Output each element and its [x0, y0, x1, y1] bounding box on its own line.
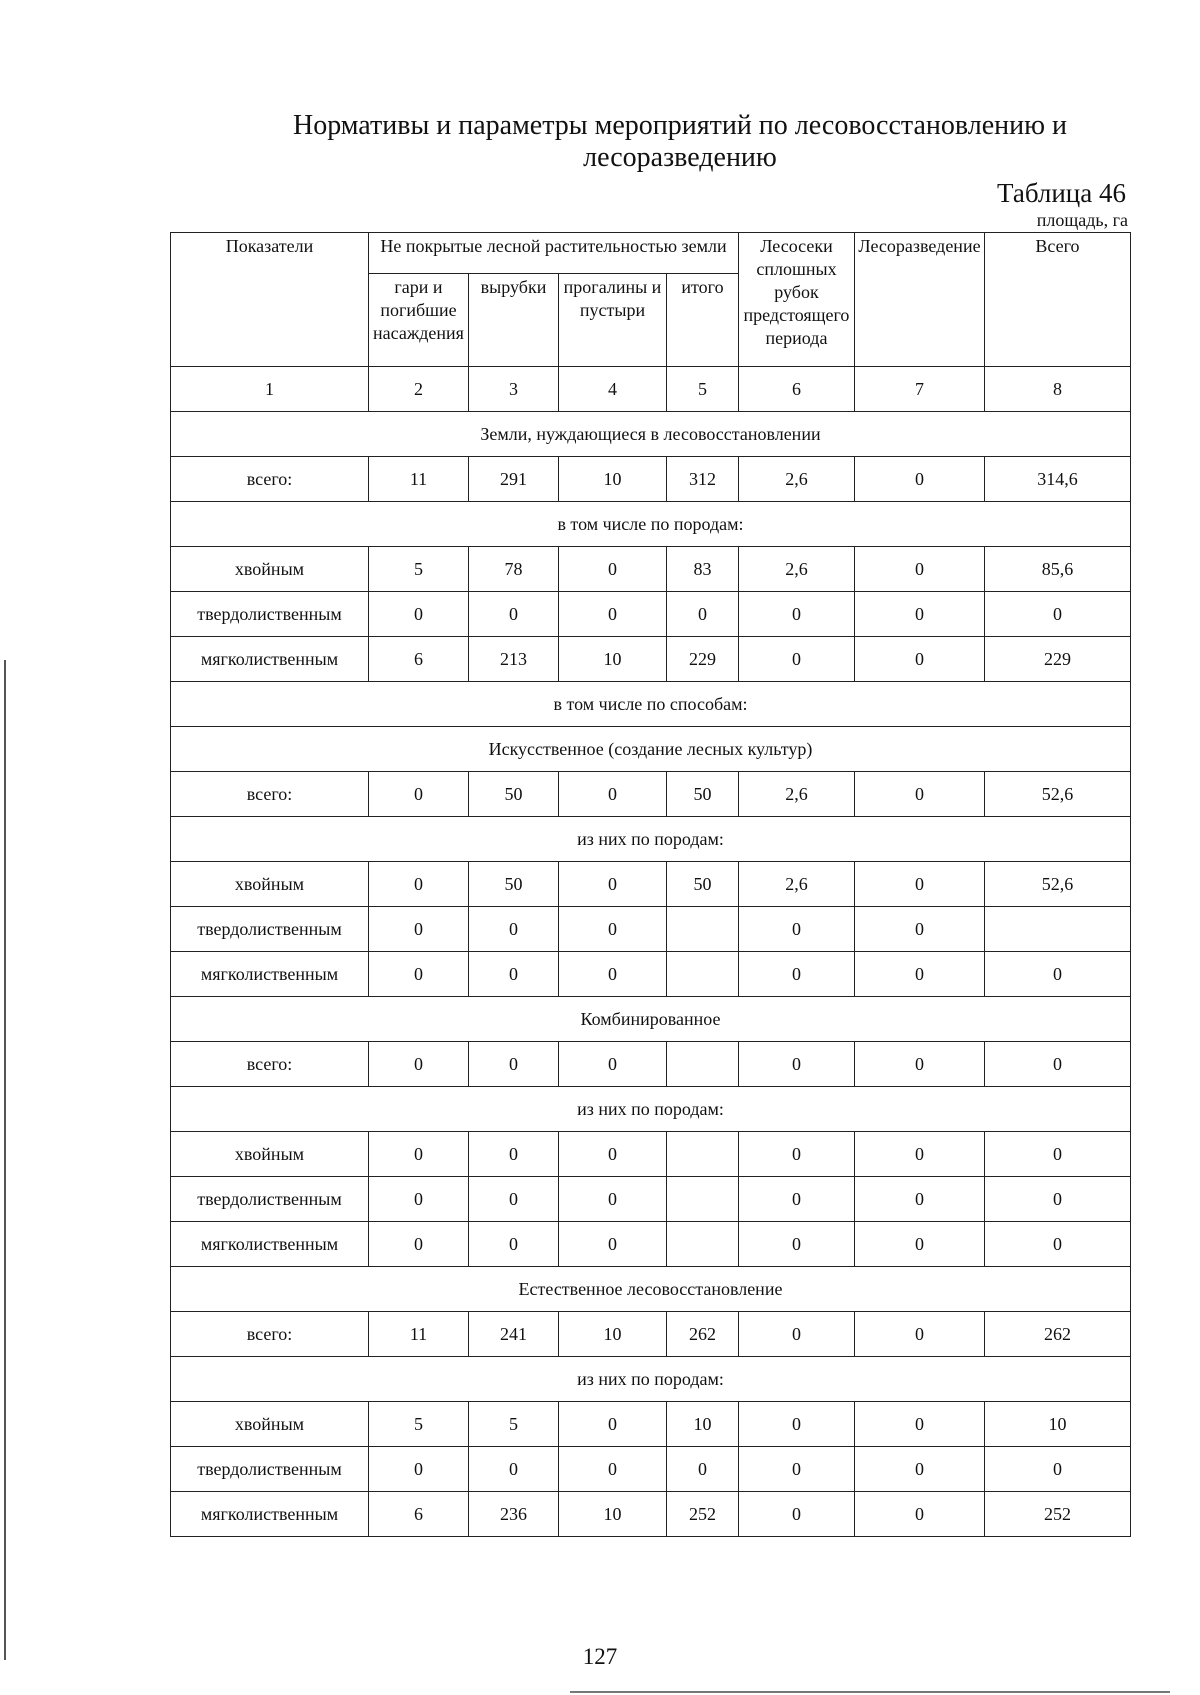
table-cell: 50: [667, 772, 739, 817]
table-cell: 0: [469, 907, 559, 952]
table-cell: 0: [559, 907, 667, 952]
table-cell: 0: [855, 1177, 985, 1222]
header-glades: прогалины и пустыри: [559, 274, 667, 367]
table-cell: 252: [667, 1492, 739, 1537]
table-cell: 0: [369, 1042, 469, 1087]
table-row: [171, 547, 1131, 592]
table-cell: 0: [369, 1132, 469, 1177]
table-cell: 10: [985, 1402, 1131, 1447]
table-row: [171, 1222, 1131, 1267]
caption-row: [171, 1087, 1131, 1132]
table-cell: 312: [667, 457, 739, 502]
column-numbers-row: [171, 367, 1131, 412]
table-row: [171, 1132, 1131, 1177]
table-cell: 0: [559, 1402, 667, 1447]
header-subtotal: итого: [667, 274, 739, 367]
table-cell: 0: [739, 592, 855, 637]
table-cell: 314,6: [985, 457, 1131, 502]
table-cell: 0: [855, 1312, 985, 1357]
sub-caption: из них по породам:: [171, 1087, 1131, 1132]
units-label: площадь, га: [1036, 210, 1128, 230]
table-cell: 0: [667, 592, 739, 637]
row-label: хвойным: [171, 862, 369, 907]
table-cell: 11: [369, 1312, 469, 1357]
column-number: 3: [469, 367, 559, 412]
row-label: мягколиственным: [171, 952, 369, 997]
table-cell: 6: [369, 1492, 469, 1537]
table-cell: 0: [855, 1222, 985, 1267]
table-cell: 0: [985, 1132, 1131, 1177]
header-cutting-areas: Лесосеки сплошных рубок предстоящего периода: [739, 233, 855, 367]
row-label: всего:: [171, 1042, 369, 1087]
table-cell: 0: [667, 1447, 739, 1492]
table-cell: 0: [739, 1312, 855, 1357]
header-burns: гари и погибшие насаждения: [369, 274, 469, 367]
column-number: 7: [855, 367, 985, 412]
table-cell: 0: [469, 1177, 559, 1222]
table-cell: 0: [559, 862, 667, 907]
section-title: Естественное лесовосстановление: [171, 1267, 1131, 1312]
table-cell: 10: [667, 1402, 739, 1447]
table-cell: 6: [369, 637, 469, 682]
table-cell: 213: [469, 637, 559, 682]
table-cell: 50: [667, 862, 739, 907]
table-cell: 0: [985, 592, 1131, 637]
header-total: Всего: [985, 233, 1131, 367]
table-cell: 252: [985, 1492, 1131, 1537]
table-cell: 229: [667, 637, 739, 682]
table-cell: 0: [855, 1402, 985, 1447]
table-cell: 0: [369, 907, 469, 952]
section-title: Комбинированное: [171, 997, 1131, 1042]
table-cell: 85,6: [985, 547, 1131, 592]
column-number: 5: [667, 367, 739, 412]
row-label: хвойным: [171, 1402, 369, 1447]
table-cell: 0: [855, 1447, 985, 1492]
table-cell: 241: [469, 1312, 559, 1357]
table-cell: 0: [855, 952, 985, 997]
table-cell: 0: [855, 1492, 985, 1537]
sub-caption: в том числе по способам:: [171, 682, 1131, 727]
table-cell: 0: [985, 1447, 1131, 1492]
table-row: [171, 1492, 1131, 1537]
table-cell: 5: [369, 1402, 469, 1447]
column-number: 6: [739, 367, 855, 412]
table-cell: 0: [559, 952, 667, 997]
caption-row: [171, 817, 1131, 862]
table-row: [171, 862, 1131, 907]
section-title: Земли, нуждающиеся в лесовосстановлении: [171, 412, 1131, 457]
sub-caption: из них по породам:: [171, 1357, 1131, 1402]
table-cell: 10: [559, 637, 667, 682]
header-indicators: Показатели: [171, 233, 369, 367]
table-cell: 0: [739, 1492, 855, 1537]
column-number: 1: [171, 367, 369, 412]
row-label: мягколиственным: [171, 1222, 369, 1267]
table-cell: [667, 1042, 739, 1087]
row-label: мягколиственным: [171, 1492, 369, 1537]
table-cell: 0: [855, 547, 985, 592]
table-label: Таблица 46: [997, 178, 1126, 208]
header-not-covered: Не покрытые лесной растительностью земли: [369, 233, 739, 274]
table-row: [171, 1402, 1131, 1447]
section-title-row: [171, 1267, 1131, 1312]
column-number: 4: [559, 367, 667, 412]
table-row: [171, 1447, 1131, 1492]
scan-bottom-line: [570, 1691, 1170, 1693]
table-cell: 0: [855, 592, 985, 637]
table-cell: 0: [559, 547, 667, 592]
table-cell: 0: [855, 772, 985, 817]
table-row: [171, 592, 1131, 637]
table-cell: 0: [369, 952, 469, 997]
table-cell: 236: [469, 1492, 559, 1537]
caption-row: [171, 682, 1131, 727]
table-cell: 2,6: [739, 547, 855, 592]
table-cell: 0: [739, 952, 855, 997]
sub-caption: из них по породам:: [171, 817, 1131, 862]
table-cell: 262: [667, 1312, 739, 1357]
table-cell: [667, 907, 739, 952]
row-label: всего:: [171, 1312, 369, 1357]
row-label: хвойным: [171, 1132, 369, 1177]
table-row: [171, 1042, 1131, 1087]
section-title-row: [171, 997, 1131, 1042]
table-cell: [667, 1222, 739, 1267]
table-cell: 0: [855, 1042, 985, 1087]
column-number: 8: [985, 367, 1131, 412]
table-cell: 0: [559, 592, 667, 637]
table-cell: 0: [469, 1132, 559, 1177]
table-cell: 52,6: [985, 862, 1131, 907]
table-cell: 0: [369, 862, 469, 907]
table-cell: 0: [469, 1042, 559, 1087]
norms-table: [170, 232, 1131, 1537]
table-cell: 0: [369, 1177, 469, 1222]
table-cell: 0: [739, 907, 855, 952]
header-afforestation: Лесоразведение: [855, 233, 985, 367]
table-cell: 2,6: [739, 457, 855, 502]
table-cell: 78: [469, 547, 559, 592]
row-label: мягколиственным: [171, 637, 369, 682]
table-cell: 0: [855, 457, 985, 502]
table-cell: 0: [739, 1132, 855, 1177]
table-cell: 262: [985, 1312, 1131, 1357]
table-cell: 2,6: [739, 772, 855, 817]
table-cell: 83: [667, 547, 739, 592]
table-cell: 0: [855, 1132, 985, 1177]
table-cell: 0: [559, 1132, 667, 1177]
table-row: [171, 772, 1131, 817]
section-title: Искусственное (создание лесных культур): [171, 727, 1131, 772]
table-cell: 0: [369, 592, 469, 637]
table-cell: 291: [469, 457, 559, 502]
table-cell: 0: [469, 592, 559, 637]
table-cell: 10: [559, 1492, 667, 1537]
table-cell: [667, 1132, 739, 1177]
column-number: 2: [369, 367, 469, 412]
table-cell: 0: [739, 1447, 855, 1492]
table-cell: [667, 1177, 739, 1222]
table-cell: 50: [469, 862, 559, 907]
table-row: [171, 907, 1131, 952]
row-label: твердолиственным: [171, 592, 369, 637]
row-label: хвойным: [171, 547, 369, 592]
table-cell: 0: [559, 772, 667, 817]
caption-row: [171, 1357, 1131, 1402]
section-title-row: [171, 727, 1131, 772]
table-cell: 0: [559, 1177, 667, 1222]
table-cell: 11: [369, 457, 469, 502]
sub-caption: в том числе по породам:: [171, 502, 1131, 547]
table-cell: 10: [559, 1312, 667, 1357]
table-cell: 5: [369, 547, 469, 592]
table-row: [171, 952, 1131, 997]
table-cell: 0: [985, 952, 1131, 997]
table-cell: 0: [559, 1222, 667, 1267]
header-clearings: вырубки: [469, 274, 559, 367]
table-cell: 10: [559, 457, 667, 502]
table-cell: 0: [985, 1177, 1131, 1222]
table-cell: 229: [985, 637, 1131, 682]
table-cell: 0: [855, 907, 985, 952]
table-cell: 0: [469, 1222, 559, 1267]
table-cell: 50: [469, 772, 559, 817]
table-row: [171, 457, 1131, 502]
table-cell: 0: [369, 1222, 469, 1267]
table-cell: 0: [369, 772, 469, 817]
row-label: твердолиственным: [171, 1177, 369, 1222]
table-cell: [667, 952, 739, 997]
caption-row: [171, 502, 1131, 547]
table-cell: [985, 907, 1131, 952]
table-cell: 0: [985, 1222, 1131, 1267]
table-cell: 0: [739, 1042, 855, 1087]
row-label: всего:: [171, 772, 369, 817]
table-cell: 0: [855, 637, 985, 682]
table-cell: 0: [985, 1042, 1131, 1087]
table-cell: 0: [559, 1447, 667, 1492]
table-cell: 0: [739, 1222, 855, 1267]
table-cell: 0: [559, 1042, 667, 1087]
row-label: твердолиственным: [171, 1447, 369, 1492]
table-cell: 0: [739, 1177, 855, 1222]
table-row: [171, 1177, 1131, 1222]
section-title-row: [171, 412, 1131, 457]
table-cell: 52,6: [985, 772, 1131, 817]
page-number: 127: [582, 1644, 618, 1669]
table-cell: 5: [469, 1402, 559, 1447]
scan-edge-line: [4, 660, 6, 1660]
table-cell: 0: [855, 862, 985, 907]
table-cell: 0: [739, 637, 855, 682]
table-cell: 0: [469, 1447, 559, 1492]
table-cell: 2,6: [739, 862, 855, 907]
table-row: [171, 1312, 1131, 1357]
page-title: Нормативы и параметры мероприятий по лесовосстановлению и лесоразведению: [292, 110, 1068, 173]
row-label: всего:: [171, 457, 369, 502]
table-cell: 0: [469, 952, 559, 997]
row-label: твердолиственным: [171, 907, 369, 952]
table-cell: 0: [739, 1402, 855, 1447]
table-row: [171, 637, 1131, 682]
table-cell: 0: [369, 1447, 469, 1492]
